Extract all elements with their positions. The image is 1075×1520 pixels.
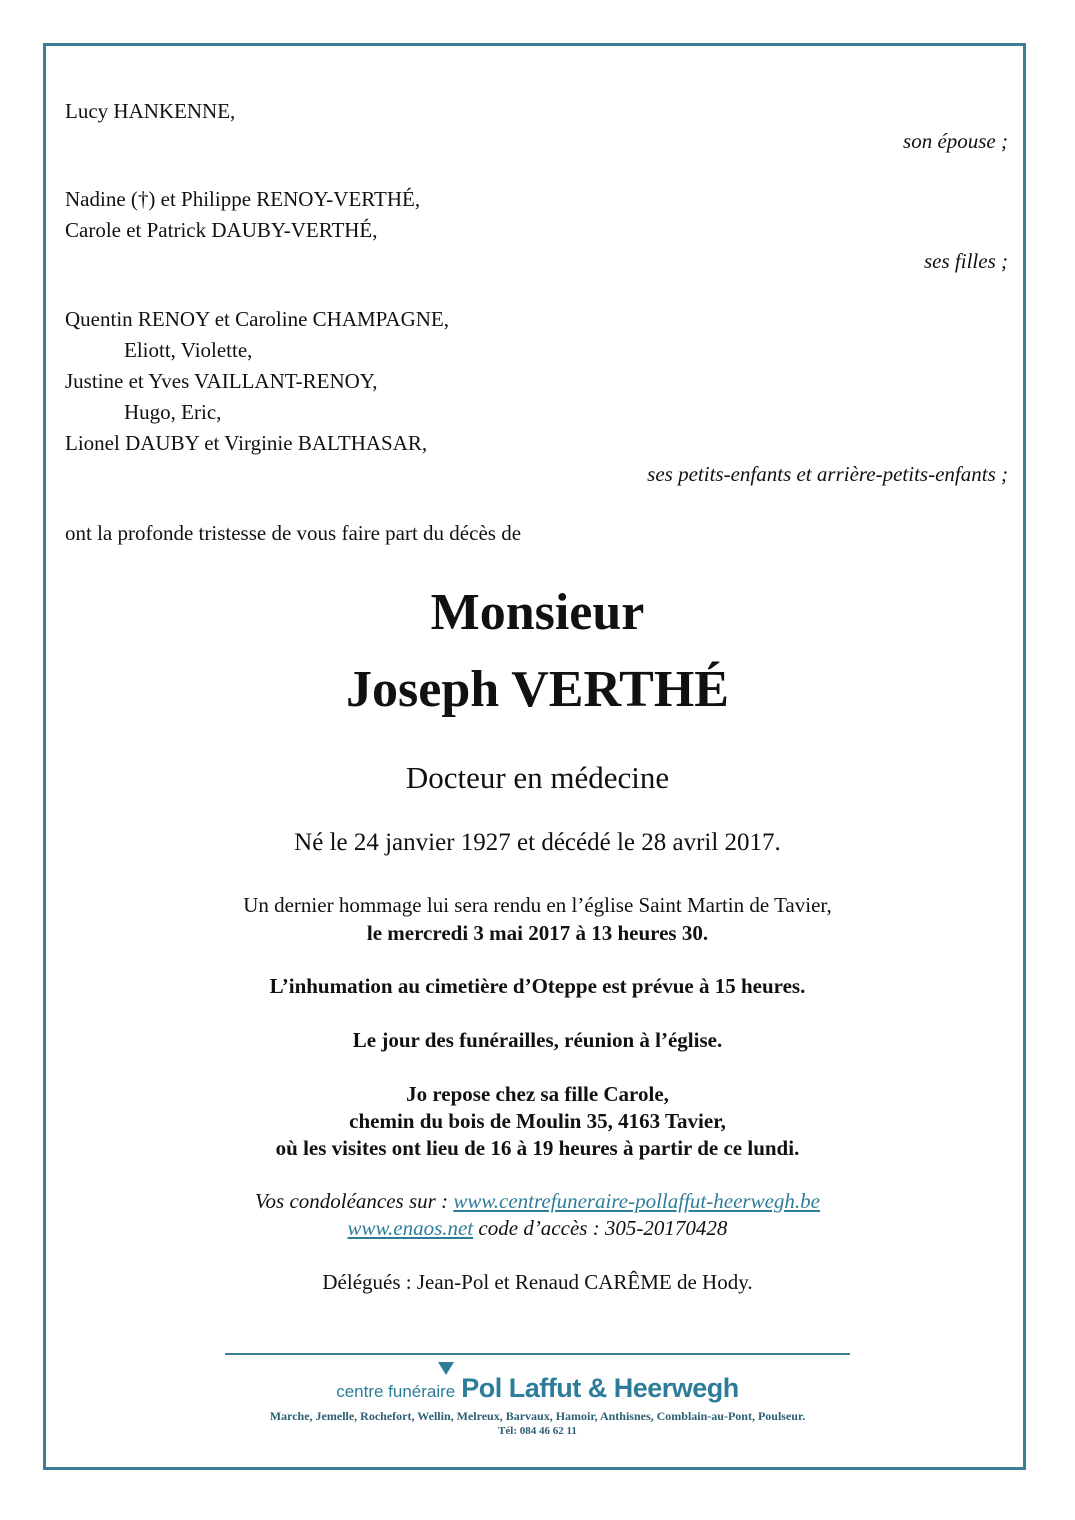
logo-phone: Tél: 084 46 62 11 xyxy=(498,1425,577,1437)
funeral-home-logo xyxy=(43,1373,1032,1404)
logo-brand-name: Pol Laffut & Heerwegh xyxy=(461,1373,739,1403)
deceased-title: Monsieur xyxy=(430,584,645,641)
ceremony-line-2: le mercredi 3 mai 2017 à 13 heures 30. xyxy=(366,921,709,945)
condolences-line-1 xyxy=(43,1188,1032,1215)
daughter-line-2: Carole et Patrick DAUBY-VERTHÉ, xyxy=(65,218,378,242)
logo-divider xyxy=(225,1353,850,1355)
logo-small-text: centre funéraire xyxy=(336,1382,456,1401)
grandchild-line-2: Eliott, Violette, xyxy=(124,338,253,362)
daughter-line-1: Nadine (†) et Philippe RENOY-VERTHÉ, xyxy=(65,187,421,211)
condolences-label: Vos condoléances sur : xyxy=(255,1189,449,1213)
access-code: code d’accès : 305-20170428 xyxy=(478,1216,728,1240)
grandchildren-role: ses petits-enfants et arrière-petits-enfants ; xyxy=(647,462,1008,486)
deceased-dates: Né le 24 janvier 1927 et décédé le 28 avril 2017. xyxy=(294,829,781,856)
rest-line-1: Jo repose chez sa fille Carole, xyxy=(406,1082,669,1106)
rest-line-3: où les visites ont lieu de 16 à 19 heures à partir de ce lundi. xyxy=(275,1136,800,1160)
ceremony-line-1: Un dernier hommage lui sera rendu en l’église Saint Martin de Tavier, xyxy=(243,893,832,917)
announcement-text: ont la profonde tristesse de vous faire part du décès de xyxy=(65,521,522,545)
spouse-name: Lucy HANKENNE, xyxy=(65,99,236,123)
spouse-role: son épouse ; xyxy=(903,129,1008,153)
logo-locations: Marche, Jemelle, Rochefort, Wellin, Melreux, Barvaux, Hamoir, Anthisnes, Comblain-au-Pont, Poulseur. xyxy=(269,1409,806,1423)
deceased-name: Joseph VERTHÉ xyxy=(346,661,729,718)
grandchild-line-1: Quentin RENOY et Caroline CHAMPAGNE, xyxy=(65,307,450,331)
delegates-text: Délégués : Jean-Pol et Renaud CARÊME de Hody. xyxy=(322,1270,753,1294)
funeral-home-link[interactable]: www.centrefuneraire-pollaffut-heerwegh.be xyxy=(453,1189,820,1213)
enaos-link[interactable]: www.enaos.net xyxy=(347,1216,474,1240)
grandchild-line-3: Justine et Yves VAILLANT-RENOY, xyxy=(65,369,378,393)
condolences-line-2 xyxy=(43,1215,1032,1242)
rest-line-2: chemin du bois de Moulin 35, 4163 Tavier, xyxy=(349,1109,726,1133)
grandchild-line-4: Hugo, Eric, xyxy=(124,400,222,424)
daughters-role: ses filles ; xyxy=(924,249,1008,273)
deceased-profession: Docteur en médecine xyxy=(405,760,670,795)
burial-text: L’inhumation au cimetière d’Oteppe est prévue à 15 heures. xyxy=(269,974,806,998)
page-border xyxy=(43,43,1026,1470)
meeting-text: Le jour des funérailles, réunion à l’église. xyxy=(352,1028,723,1052)
grandchild-line-5: Lionel DAUBY et Virginie BALTHASAR, xyxy=(65,431,428,455)
